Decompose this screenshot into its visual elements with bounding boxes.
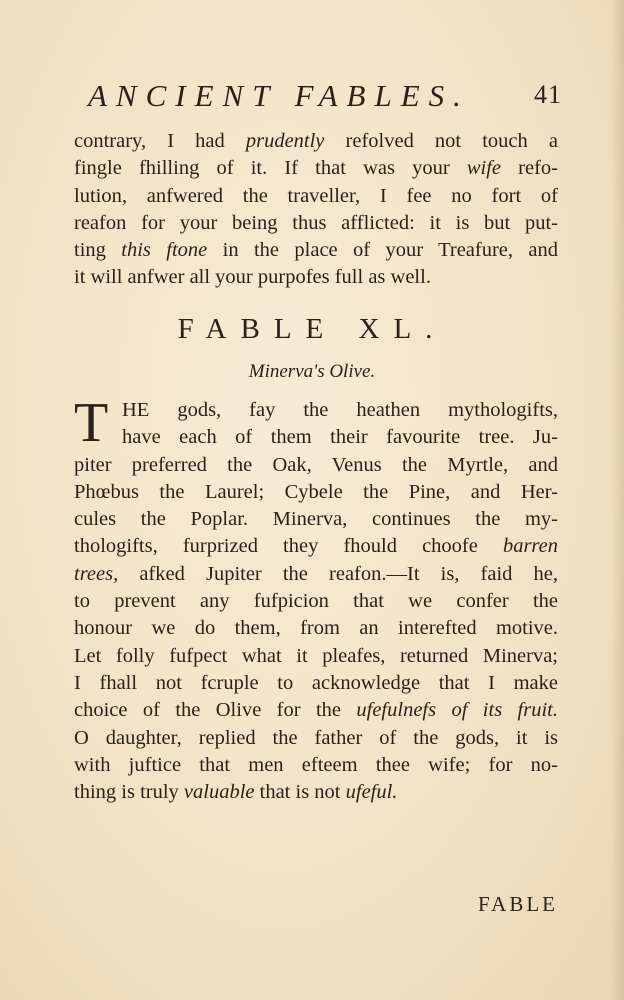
text-line (74, 752, 558, 779)
text-segment: lution, anfwered the traveller, I fee no fort of (74, 184, 558, 207)
text-segment: honour we do them, from an interefted motive. (74, 617, 558, 640)
text-segment: refolved not touch a (324, 130, 558, 152)
text-line (74, 615, 558, 642)
running-head (88, 78, 568, 118)
text-segment: thologifts, furprized they fhould choofe (74, 535, 503, 558)
fable-subtitle: Minerva's Olive. (248, 361, 376, 382)
italic-text: this ftone (121, 239, 208, 262)
text-line (74, 697, 558, 724)
text-line (74, 561, 558, 588)
text-line (74, 506, 558, 533)
text-line (74, 670, 558, 697)
text-line (74, 479, 558, 506)
text-segment: afked Jupiter the reafon.—It is, faid he, (118, 562, 558, 585)
text-segment: it will anfwer all your purpofes full as well. (74, 266, 431, 289)
text-line (74, 237, 558, 264)
text-segment: refo- (501, 157, 558, 180)
text-line (74, 128, 558, 155)
italic-text: ufefulnefs of its fruit. (356, 699, 558, 722)
text-segment: O daughter, replied the father of the gods, it is (74, 726, 558, 749)
text-segment: reafon for your being thus afflicted: it is but put- (74, 211, 558, 234)
page-edge-shadow (610, 0, 624, 1000)
text-line (74, 210, 558, 237)
text-line (74, 643, 558, 670)
fable-body (74, 392, 558, 806)
text-segment: that is not (254, 781, 346, 804)
italic-text: wife (466, 157, 501, 180)
text-line (74, 588, 558, 615)
text-segment: Let folly fufpect what it pleafes, returned Minerva; (74, 644, 558, 667)
text-segment: contrary, I had (74, 130, 246, 152)
text-segment: choice of the Olive for the (74, 699, 357, 722)
text-segment: in the place of your Treafure, and (207, 239, 558, 262)
italic-text: ufeful. (345, 781, 398, 804)
text-segment: with juftice that men efteem thee wife; for no- (74, 753, 558, 776)
text-segment: to prevent any fufpicion that we confer the (74, 590, 558, 613)
text-line (74, 397, 558, 424)
text-segment: fingle fhilling of it. If that was your (74, 157, 467, 180)
italic-text: trees, (74, 562, 119, 585)
text-line (74, 155, 558, 182)
previous-fable-conclusion (74, 128, 558, 292)
text-line (74, 779, 558, 806)
text-line (74, 452, 558, 479)
text-line (74, 264, 558, 291)
fable-title: FABLE XL. (177, 313, 447, 345)
text-segment: thing is truly (74, 781, 184, 804)
text-segment: have each of them their favourite tree. Ju- (122, 426, 558, 449)
italic-text: barren (502, 535, 558, 558)
text-segment: HE gods, fay the heathen mythologifts, (122, 399, 558, 421)
text-segment: cules the Poplar. Minerva, continues the my- (74, 508, 558, 531)
catchword: FABLE (478, 892, 558, 916)
page-number: 41 (534, 80, 562, 109)
italic-text: prudently (245, 130, 325, 152)
italic-text: valuable (183, 781, 255, 804)
text-line (74, 533, 558, 560)
text-line (74, 725, 558, 752)
text-line (74, 183, 558, 210)
running-title: ANCIENT FABLES. (88, 78, 470, 113)
text-segment: piter preferred the Oak, Venus the Myrtle, and (74, 453, 558, 476)
drop-cap: T (74, 392, 109, 454)
text-segment: Phœbus the Laurel; Cybele the Pine, and Her- (74, 480, 558, 503)
text-segment: I fhall not fcruple to acknowledge that I make (74, 671, 558, 694)
text-line (74, 424, 558, 451)
text-segment: ting (74, 239, 122, 262)
